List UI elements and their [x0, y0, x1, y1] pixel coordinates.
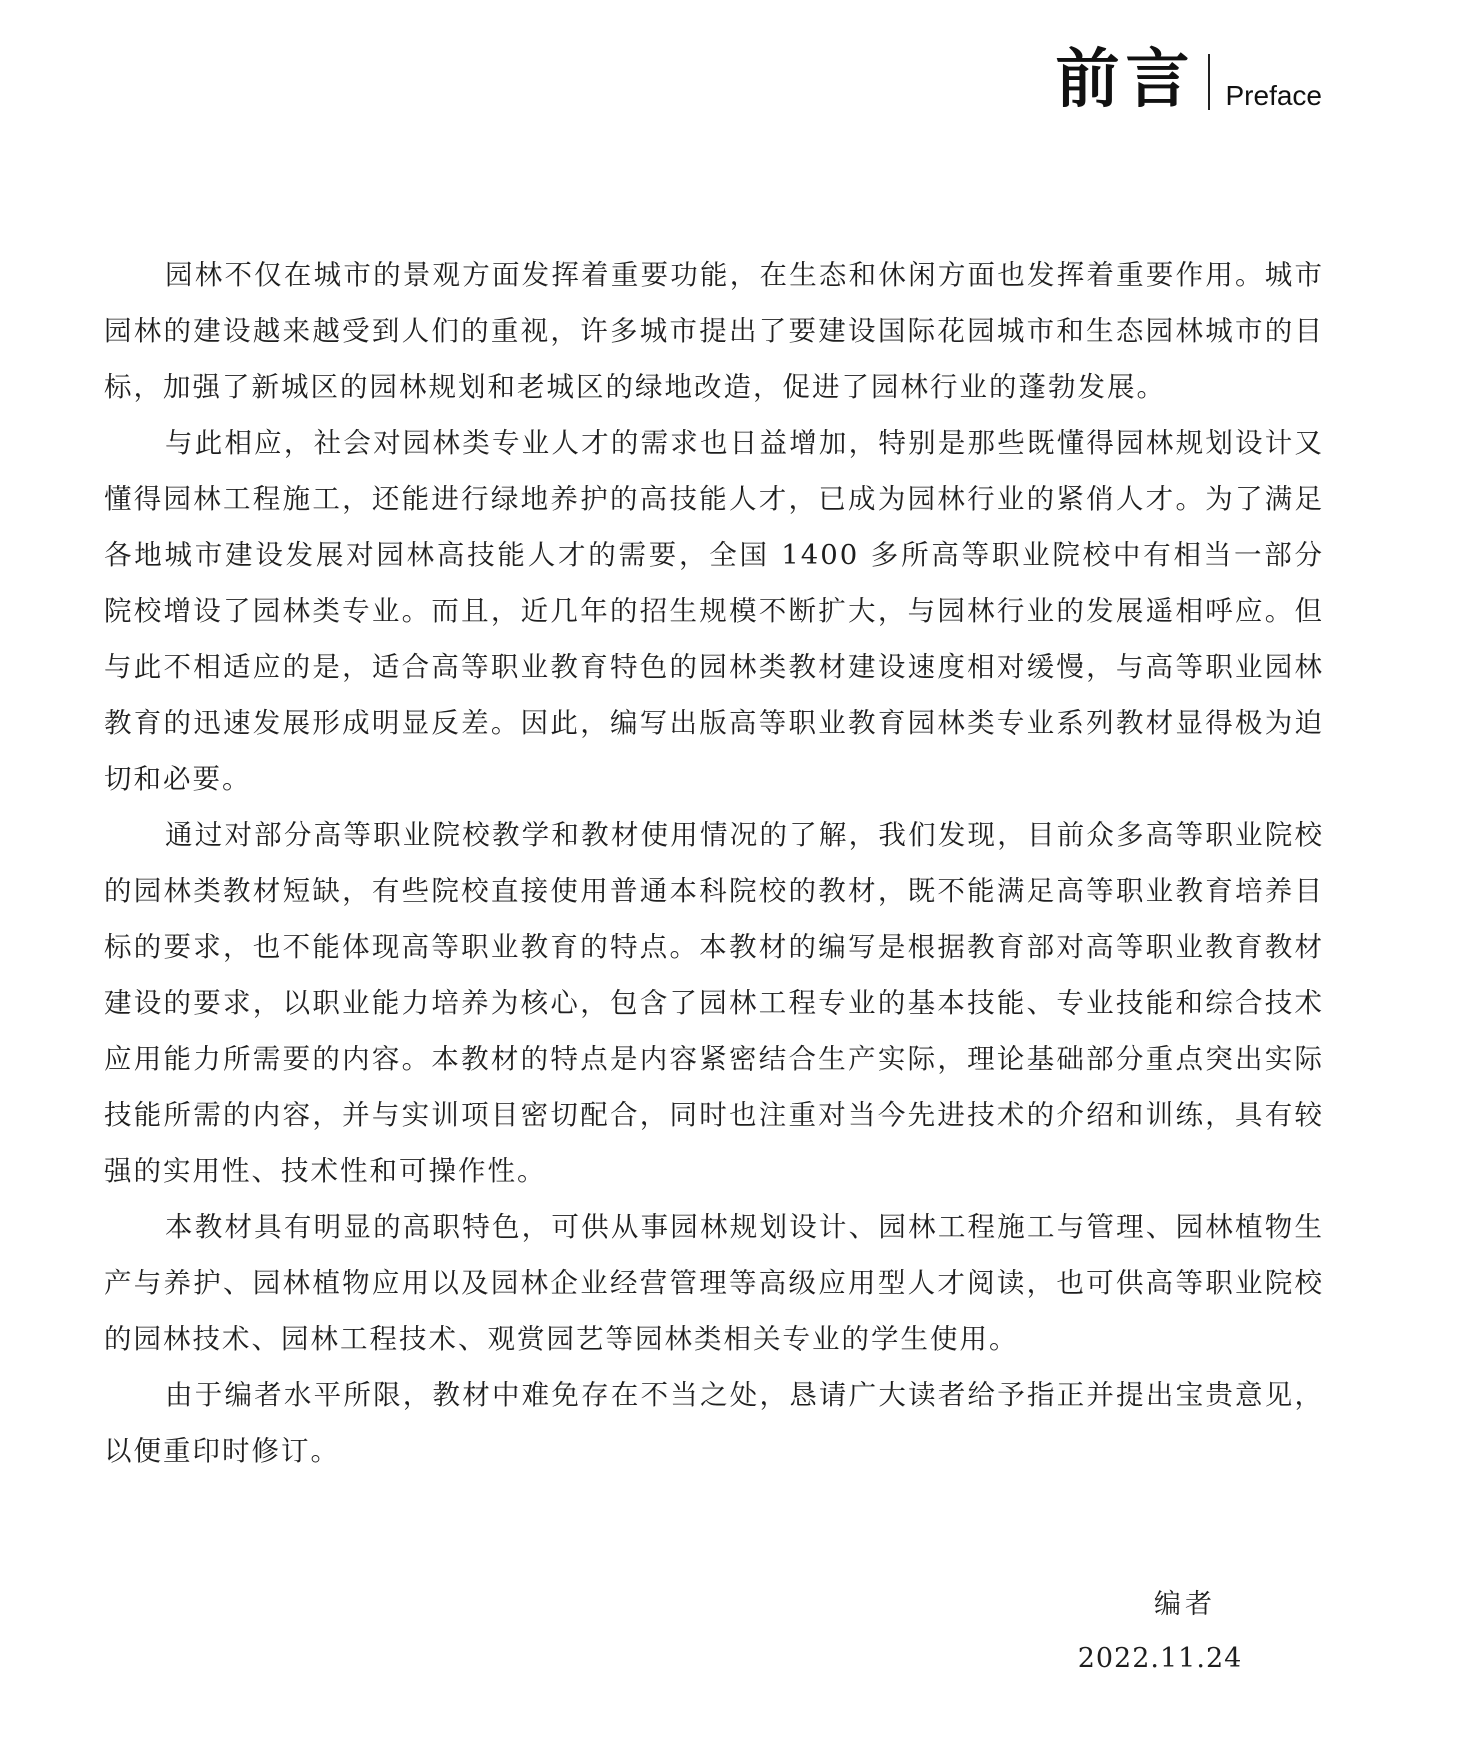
paragraph-1: 园林不仅在城市的景观方面发挥着重要功能，在生态和休闲方面也发挥着重要作用。城市园林的建设越来越受到人们的重视，许多城市提出了要建设国际花园城市和生态园林城市的目标，加强了新城区的园林规划和老城区的绿地改造，促进了园林行业的蓬勃发展。 — [104, 259, 1324, 403]
paragraph-3: 通过对部分高等职业院校教学和教材使用情况的了解，我们发现，目前众多高等职业院校的园林类教材短缺，有些院校直接使用普通本科院校的教材，既不能满足高等职业教育培养目标的要求，也不能体现高等职业教育的特点。本教材的编写是根据教育部对高等职业教育教材建设的要求，以职业能力培养为核心，包含了园林工程专业的基本技能、专业技能和综合技术应用能力所需要的内容。本教材的特点是内容紧密结合生产实际，理论基础部分重点突出实际技能所需的内容，并与实训项目密切配合，同时也注重对当今先进技术的介绍和训练，具有较强的实用性、技术性和可操作性。 — [104, 819, 1324, 1187]
paragraph-5: 由于编者水平所限，教材中难免存在不当之处，恳请广大读者给予指正并提出宝贵意见，以便重印时修订。 — [104, 1379, 1324, 1467]
signature-date: 2022.11.24 — [1077, 1643, 1243, 1674]
page-title-chinese: 前言 — [1055, 42, 1196, 117]
page-heading — [1055, 42, 1323, 117]
paragraph-2: 与此相应，社会对园林类专业人才的需求也日益增加，特别是那些既懂得园林规划设计又懂得园林工程施工，还能进行绿地养护的高技能人才，已成为园林行业的紧俏人才。为了满足各地城市建设发展对园林高技能人才的需要，全国 1400 多所高等职业院校中有相当一部分院校增设了园林类专业。而且，近几年的招生规模不断扩大，与园林行业的发展遥相呼应。但与此不相适应的是，适合高等职业教育特色的园林类教材建设速度相对缓慢，与高等职业园林教育的迅速发展形成明显反差。因此，编写出版高等职业教育园林类专业系列教材显得极为迫切和必要。 — [104, 427, 1324, 795]
signature-block — [1040, 1583, 1280, 1677]
title-divider — [1208, 54, 1210, 110]
author-label: 编者 — [1154, 1589, 1216, 1620]
paragraph-4: 本教材具有明显的高职特色，可供从事园林规划设计、园林工程施工与管理、园林植物生产与养护、园林植物应用以及园林企业经营管理等高级应用型人才阅读，也可供高等职业院校的园林技术、园林工程技术、观赏园艺等园林类相关专业的学生使用。 — [104, 1211, 1324, 1355]
preface-body — [104, 247, 1324, 1479]
page-title-english: Preface — [1225, 80, 1322, 111]
